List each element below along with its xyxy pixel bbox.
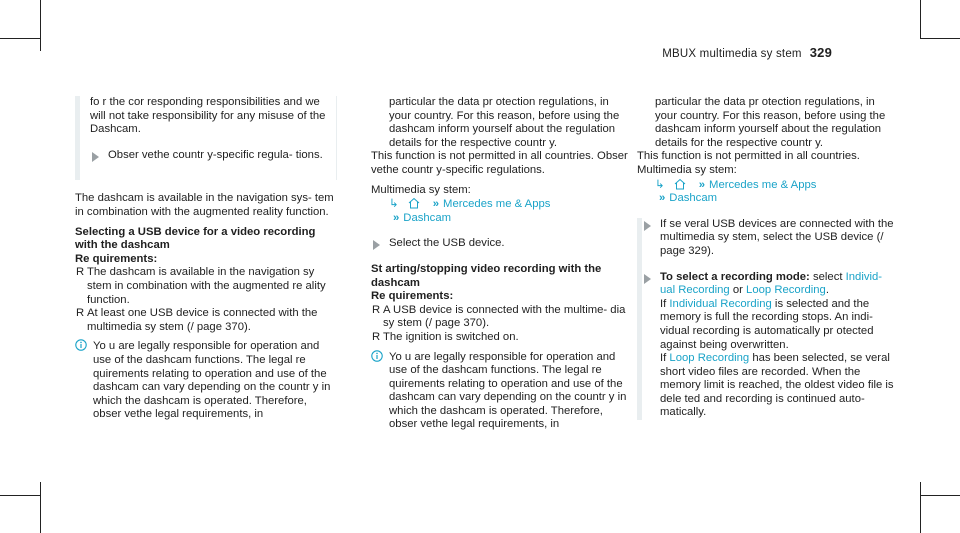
note-box — [75, 96, 337, 180]
step-arrow-icon — [644, 274, 651, 284]
option-individual-recording: Individual Recording — [669, 297, 772, 310]
step-arrow-icon — [373, 240, 380, 250]
menu-dashcam: Dashcam — [669, 192, 718, 205]
menu-path — [371, 197, 633, 225]
crop-mark — [40, 482, 41, 533]
crop-mark — [40, 0, 41, 38]
option-individual-recording: Individ‐ ual Recording — [660, 270, 883, 297]
column-1 — [75, 96, 337, 422]
section-heading: Selecting a USB device for a video recording with the dashcam — [75, 225, 316, 252]
requirement-text: The dashcam is available in the navigation sy stem in combination with the augmented re ality function. — [87, 266, 326, 306]
crop-mark — [920, 0, 921, 38]
step-item — [90, 149, 330, 163]
info-text: Yo u are legally responsible for operation and use of the dashcam functions. The legal re quirements relating to operation and use of the dashcam can vary depending on the countr y in which the dashcam is operated. Therefore, obser vethe legal requirements, in — [389, 350, 627, 431]
step-text: If — [660, 352, 670, 365]
info-icon — [371, 350, 383, 362]
section-heading: St arting/stopping video recording with the dashcam — [371, 262, 602, 289]
requirement-text: At least one USB device is connected with the multimedia sy stem (/ page 370). — [87, 307, 318, 333]
step-item — [642, 218, 899, 259]
chevron-right-icon: » — [659, 192, 666, 205]
option-loop-recording: Loop Recording — [669, 352, 750, 365]
requirement-text: The ignition is switched on. — [383, 330, 519, 343]
page-number: 329 — [809, 45, 832, 60]
crop-mark — [920, 495, 960, 496]
column-3 — [637, 96, 899, 420]
requirement-item — [371, 304, 633, 331]
step-text: or — [729, 284, 747, 297]
requirement-item — [75, 307, 337, 334]
step-item — [371, 237, 633, 251]
info-icon — [75, 339, 87, 351]
crop-mark — [40, 38, 41, 51]
column-2 — [371, 96, 633, 432]
requirement-text: A USB device is connected with the multime‐ dia sy stem (/ page 370). — [383, 303, 626, 330]
info-note-continued — [637, 96, 899, 150]
step-arrow-icon — [92, 152, 99, 162]
menu-mercedes-me: Mercedes me & Apps — [443, 198, 551, 211]
crop-mark — [920, 482, 921, 533]
step-text: Select the USB device. — [389, 237, 505, 250]
bullet: R — [76, 307, 85, 320]
chevron-right-icon: » — [698, 178, 706, 191]
requirement-item — [75, 266, 337, 307]
bullet: R — [372, 303, 381, 316]
menu-mercedes-me: Mercedes me & Apps — [709, 178, 817, 191]
chevron-right-icon: » — [393, 211, 400, 224]
crop-mark — [0, 38, 40, 39]
step-item — [642, 271, 899, 421]
step-text: . — [825, 284, 829, 297]
step-text: has been selected, se veral short video files are recorded. When the memory limit is reached, the oldest video file is dele ted and recording is continued auto‐ matically. — [660, 352, 894, 419]
multimedia-system-label: Multimedia sy stem: — [371, 183, 471, 196]
menu-path — [637, 178, 899, 206]
chevron-right-icon: » — [432, 198, 440, 211]
bullet: R — [76, 266, 85, 279]
option-loop-recording: Loop Recording — [746, 284, 826, 297]
step-text: is selected and the memory is full the recording stops. An indi‐ vidual recording is automatically pr otected against being overwritten. — [660, 297, 874, 351]
requirements-label: Re quirements: — [371, 290, 454, 303]
info-text: particular the data pr otection regulations, in your country. For this reason, before using the dashcam inform yourself about the regulation details for the respective countr y. — [655, 96, 886, 149]
requirement-item — [371, 331, 633, 345]
home-icon — [408, 197, 420, 209]
step-text: If se veral USB devices are connected with the multimedia sy stem, select the USB device (/ page 329). — [660, 217, 894, 257]
bullet: R — [372, 330, 381, 343]
step-arrow-icon — [644, 221, 651, 231]
header-title: MBUX multimedia sy stem — [662, 48, 802, 60]
info-note-continued — [371, 96, 633, 150]
step-text: If — [660, 297, 670, 310]
crop-mark — [920, 38, 960, 39]
enter-arrow-icon: ↳ — [655, 178, 665, 191]
enter-arrow-icon: ↳ — [389, 198, 399, 211]
step-bold-label: To select a recording mode: — [660, 270, 810, 283]
info-note — [75, 340, 337, 422]
info-text: particular the data pr otection regulations, in your country. For this reason, before using the dashcam inform yourself about the regulation details for the respective countr y. — [389, 96, 620, 149]
paragraph: This function is not permitted in all countries. Obser vethe countr y-specific regulations. — [371, 150, 628, 176]
requirements-label: Re quirements: — [75, 252, 158, 265]
multimedia-system-label: Multimedia sy stem: — [637, 163, 737, 176]
info-note — [371, 351, 633, 433]
crop-mark — [0, 495, 40, 496]
note-text: fo r the cor responding responsibilities and we will not take responsibility for any misuse of the Dashcam. — [90, 96, 326, 136]
menu-dashcam: Dashcam — [403, 211, 452, 224]
step-text: select — [809, 270, 846, 283]
step-text: Obser vethe countr y-specific regula‐ tions. — [108, 148, 323, 161]
page-header — [662, 46, 832, 62]
home-icon — [674, 178, 686, 190]
paragraph: This function is not permitted in all countries. — [637, 150, 860, 163]
info-text: Yo u are legally responsible for operation and use of the dashcam functions. The legal re quirements relating to operation and use of the dashcam can vary depending on the countr y in which the dashcam is operated. Therefore, obser vethe legal requirements, in — [93, 340, 331, 421]
paragraph: The dashcam is available in the navigation sys‐ tem in combination with the augmented reality function. — [75, 192, 334, 218]
step-box — [637, 218, 899, 420]
